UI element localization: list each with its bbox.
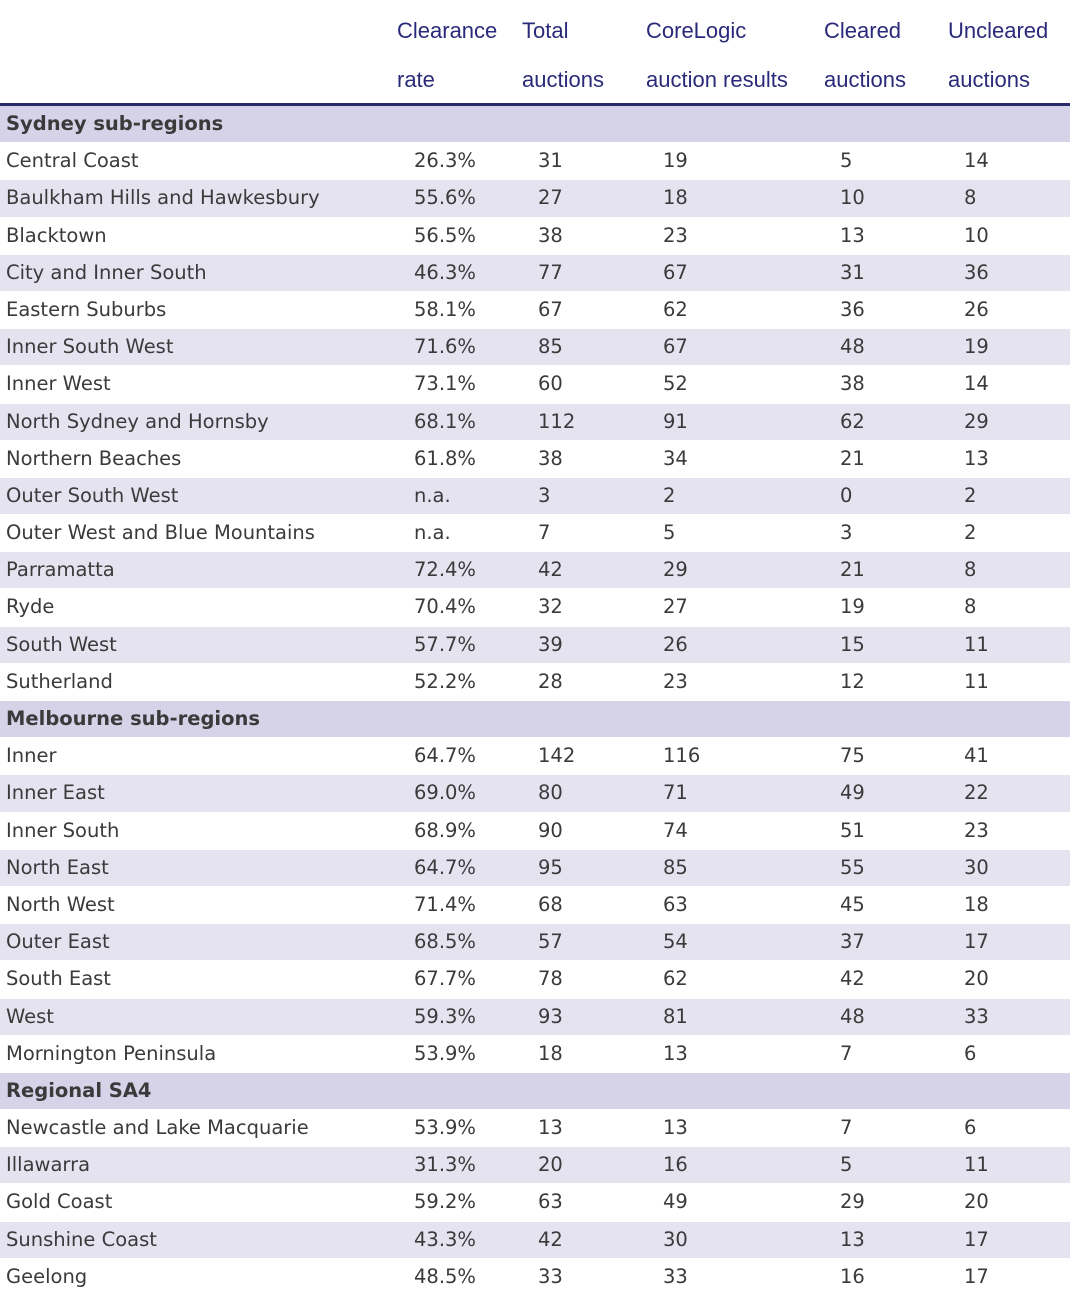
cleared-auctions-cell: 48 [840, 335, 865, 359]
table-row [0, 887, 1070, 924]
region-name-cell: Inner East [6, 781, 105, 805]
table-row [0, 1222, 1070, 1259]
clearance-rate-cell: 73.1% [414, 372, 476, 396]
uncleared-auctions-cell: 20 [964, 1190, 989, 1214]
total-auctions-cell: 27 [538, 186, 563, 210]
corelogic-results-cell: 34 [663, 446, 688, 470]
corelogic-results-cell: 18 [663, 186, 688, 210]
header-line: CoreLogic [646, 18, 747, 43]
header-line: Clearance [397, 18, 498, 43]
clearance-rate-cell: 67.7% [414, 967, 476, 991]
corelogic-results-cell: 23 [663, 669, 688, 693]
table-row [0, 1036, 1070, 1073]
uncleared-auctions-cell: 6 [964, 1041, 977, 1065]
section-title: Melbourne sub-regions [6, 707, 260, 730]
cleared-auctions-cell: 7 [840, 1041, 853, 1065]
uncleared-auctions-cell: 17 [964, 1264, 989, 1288]
corelogic-results-cell: 85 [663, 855, 688, 879]
region-name-cell: Outer East [6, 930, 110, 954]
region-name-cell: Central Coast [6, 149, 139, 173]
region-name-cell: Geelong [6, 1264, 88, 1288]
section-row [0, 106, 1070, 143]
total-auctions-cell: 78 [538, 967, 563, 991]
uncleared-auctions-cell: 26 [964, 297, 989, 321]
uncleared-auctions-cell: 36 [964, 260, 989, 284]
uncleared-auctions-cell: 14 [964, 149, 989, 173]
clearance-rate-cell: 52.2% [414, 669, 476, 693]
uncleared-auctions-cell: 8 [964, 595, 977, 619]
corelogic-results-cell: 116 [663, 744, 701, 768]
cleared-auctions-cell: 0 [840, 483, 853, 507]
cleared-auctions-cell: 19 [840, 595, 865, 619]
corelogic-results-cell: 16 [663, 1153, 688, 1177]
total-auctions-cell: 38 [538, 223, 563, 247]
uncleared-auctions-cell: 11 [964, 1153, 989, 1177]
clearance-rate-cell: 43.3% [414, 1227, 476, 1251]
header-corelogic-results [646, 6, 788, 104]
region-name-cell: Outer West and Blue Mountains [6, 521, 315, 545]
corelogic-results-cell: 91 [663, 409, 688, 433]
corelogic-results-cell: 62 [663, 967, 688, 991]
region-name-cell: Illawarra [6, 1153, 91, 1177]
uncleared-auctions-cell: 22 [964, 781, 989, 805]
table-row [0, 552, 1070, 589]
table-row [0, 478, 1070, 515]
corelogic-results-cell: 81 [663, 1004, 688, 1028]
total-auctions-cell: 80 [538, 781, 563, 805]
total-auctions-cell: 90 [538, 818, 563, 842]
table-row [0, 366, 1070, 403]
header-line: Total [522, 18, 569, 43]
corelogic-results-cell: 13 [663, 1041, 688, 1065]
uncleared-auctions-cell: 10 [964, 223, 989, 247]
clearance-rate-cell: 46.3% [414, 260, 476, 284]
header-line: rate [397, 67, 435, 92]
corelogic-results-cell: 30 [663, 1227, 688, 1251]
corelogic-results-cell: 62 [663, 297, 688, 321]
region-name-cell: Blacktown [6, 223, 107, 247]
cleared-auctions-cell: 3 [840, 521, 853, 545]
cleared-auctions-cell: 15 [840, 632, 865, 656]
cleared-auctions-cell: 42 [840, 967, 865, 991]
table-row [0, 143, 1070, 180]
table-row [0, 1184, 1070, 1221]
cleared-auctions-cell: 12 [840, 669, 865, 693]
uncleared-auctions-cell: 19 [964, 335, 989, 359]
total-auctions-cell: 31 [538, 149, 563, 173]
region-name-cell: Eastern Suburbs [6, 297, 167, 321]
cleared-auctions-cell: 7 [840, 1116, 853, 1140]
uncleared-auctions-cell: 8 [964, 186, 977, 210]
table-row [0, 961, 1070, 998]
total-auctions-cell: 39 [538, 632, 563, 656]
table-header [0, 0, 1070, 106]
cleared-auctions-cell: 13 [840, 1227, 865, 1251]
clearance-rate-cell: 71.4% [414, 892, 476, 916]
cleared-auctions-cell: 75 [840, 744, 865, 768]
header-cleared-auctions [824, 6, 906, 104]
region-name-cell: South East [6, 967, 111, 991]
table-row [0, 515, 1070, 552]
header-total-auctions [522, 6, 604, 104]
uncleared-auctions-cell: 33 [964, 1004, 989, 1028]
total-auctions-cell: 93 [538, 1004, 563, 1028]
total-auctions-cell: 38 [538, 446, 563, 470]
table-row [0, 775, 1070, 812]
header-line: Cleared [824, 18, 902, 43]
header-clearance-rate [397, 6, 497, 104]
total-auctions-cell: 18 [538, 1041, 563, 1065]
region-name-cell: Inner [6, 744, 57, 768]
total-auctions-cell: 20 [538, 1153, 563, 1177]
uncleared-auctions-cell: 20 [964, 967, 989, 991]
total-auctions-cell: 77 [538, 260, 563, 284]
clearance-rate-cell: 72.4% [414, 558, 476, 582]
cleared-auctions-cell: 21 [840, 558, 865, 582]
corelogic-results-cell: 2 [663, 483, 676, 507]
header-uncleared-auctions [948, 6, 1048, 104]
corelogic-results-cell: 49 [663, 1190, 688, 1214]
uncleared-auctions-cell: 14 [964, 372, 989, 396]
corelogic-results-cell: 52 [663, 372, 688, 396]
corelogic-results-cell: 67 [663, 260, 688, 284]
region-name-cell: West [6, 1004, 54, 1028]
corelogic-results-cell: 67 [663, 335, 688, 359]
region-name-cell: North Sydney and Hornsby [6, 409, 269, 433]
header-line: auction results [646, 67, 788, 92]
cleared-auctions-cell: 5 [840, 1153, 853, 1177]
cleared-auctions-cell: 29 [840, 1190, 865, 1214]
region-name-cell: Outer South West [6, 483, 179, 507]
clearance-rate-cell: 55.6% [414, 186, 476, 210]
clearance-rate-cell: 69.0% [414, 781, 476, 805]
table-row [0, 1147, 1070, 1184]
total-auctions-cell: 142 [538, 744, 576, 768]
table-row [0, 999, 1070, 1036]
uncleared-auctions-cell: 13 [964, 446, 989, 470]
cleared-auctions-cell: 48 [840, 1004, 865, 1028]
region-name-cell: Inner West [6, 372, 111, 396]
cleared-auctions-cell: 38 [840, 372, 865, 396]
clearance-rate-cell: 68.1% [414, 409, 476, 433]
total-auctions-cell: 42 [538, 1227, 563, 1251]
total-auctions-cell: 32 [538, 595, 563, 619]
table-row [0, 813, 1070, 850]
uncleared-auctions-cell: 30 [964, 855, 989, 879]
table-row [0, 329, 1070, 366]
section-title: Regional SA4 [6, 1078, 152, 1102]
clearance-rate-cell: 64.7% [414, 744, 476, 768]
table-row [0, 664, 1070, 701]
total-auctions-cell: 42 [538, 558, 563, 582]
clearance-rate-cell: 61.8% [414, 446, 476, 470]
total-auctions-cell: 7 [538, 521, 551, 545]
region-name-cell: Sutherland [6, 669, 113, 693]
table-body [0, 106, 1070, 1296]
cleared-auctions-cell: 21 [840, 446, 865, 470]
corelogic-results-cell: 74 [663, 818, 688, 842]
cleared-auctions-cell: 5 [840, 149, 853, 173]
corelogic-results-cell: 23 [663, 223, 688, 247]
cleared-auctions-cell: 37 [840, 930, 865, 954]
cleared-auctions-cell: 31 [840, 260, 865, 284]
region-name-cell: Mornington Peninsula [6, 1041, 217, 1065]
uncleared-auctions-cell: 17 [964, 1227, 989, 1251]
total-auctions-cell: 57 [538, 930, 563, 954]
cleared-auctions-cell: 45 [840, 892, 865, 916]
region-name-cell: Newcastle and Lake Macquarie [6, 1116, 309, 1140]
clearance-rate-cell: 64.7% [414, 855, 476, 879]
region-name-cell: North West [6, 892, 115, 916]
cleared-auctions-cell: 13 [840, 223, 865, 247]
table-row [0, 404, 1070, 441]
clearance-rate-cell: 53.9% [414, 1041, 476, 1065]
region-name-cell: Northern Beaches [6, 446, 182, 470]
region-name-cell: Baulkham Hills and Hawkesbury [6, 186, 320, 210]
header-line: auctions [824, 67, 906, 92]
total-auctions-cell: 33 [538, 1264, 563, 1288]
table-row [0, 180, 1070, 217]
clearance-rate-cell: 53.9% [414, 1116, 476, 1140]
clearance-rate-cell: 58.1% [414, 297, 476, 321]
uncleared-auctions-cell: 8 [964, 558, 977, 582]
header-line: auctions [522, 67, 604, 92]
clearance-rate-cell: 68.5% [414, 930, 476, 954]
clearance-rate-cell: 26.3% [414, 149, 476, 173]
uncleared-auctions-cell: 11 [964, 669, 989, 693]
table-row [0, 1110, 1070, 1147]
table-row [0, 738, 1070, 775]
uncleared-auctions-cell: 2 [964, 521, 977, 545]
cleared-auctions-cell: 51 [840, 818, 865, 842]
corelogic-results-cell: 26 [663, 632, 688, 656]
region-name-cell: Parramatta [6, 558, 115, 582]
cleared-auctions-cell: 10 [840, 186, 865, 210]
table-row [0, 218, 1070, 255]
uncleared-auctions-cell: 18 [964, 892, 989, 916]
table-row [0, 850, 1070, 887]
total-auctions-cell: 67 [538, 297, 563, 321]
table-row [0, 292, 1070, 329]
cleared-auctions-cell: 49 [840, 781, 865, 805]
corelogic-results-cell: 54 [663, 930, 688, 954]
corelogic-results-cell: 33 [663, 1264, 688, 1288]
region-name-cell: Gold Coast [6, 1190, 113, 1214]
region-name-cell: North East [6, 855, 109, 879]
total-auctions-cell: 3 [538, 483, 551, 507]
uncleared-auctions-cell: 6 [964, 1116, 977, 1140]
region-name-cell: Inner South West [6, 335, 174, 359]
corelogic-results-cell: 29 [663, 558, 688, 582]
total-auctions-cell: 28 [538, 669, 563, 693]
total-auctions-cell: 112 [538, 409, 576, 433]
corelogic-results-cell: 13 [663, 1116, 688, 1140]
total-auctions-cell: 63 [538, 1190, 563, 1214]
clearance-rate-cell: 68.9% [414, 818, 476, 842]
section-title: Sydney sub-regions [6, 112, 224, 135]
uncleared-auctions-cell: 2 [964, 483, 977, 507]
table-row [0, 589, 1070, 626]
table-row [0, 924, 1070, 961]
clearance-rate-cell: 59.2% [414, 1190, 476, 1214]
clearance-rate-cell: 59.3% [414, 1004, 476, 1028]
uncleared-auctions-cell: 23 [964, 818, 989, 842]
header-line: Uncleared [948, 18, 1049, 43]
uncleared-auctions-cell: 29 [964, 409, 989, 433]
corelogic-results-cell: 63 [663, 892, 688, 916]
cleared-auctions-cell: 36 [840, 297, 865, 321]
corelogic-results-cell: 71 [663, 781, 688, 805]
region-name-cell: South West [6, 632, 117, 656]
table-row [0, 627, 1070, 664]
clearance-rate-cell: n.a. [414, 521, 451, 545]
total-auctions-cell: 68 [538, 892, 563, 916]
clearance-rate-cell: 56.5% [414, 223, 476, 247]
corelogic-results-cell: 19 [663, 149, 688, 173]
cleared-auctions-cell: 16 [840, 1264, 865, 1288]
clearance-rate-cell: 48.5% [414, 1264, 476, 1288]
table-row [0, 1259, 1070, 1296]
table-row [0, 255, 1070, 292]
region-name-cell: City and Inner South [6, 260, 207, 284]
clearance-rate-cell: 31.3% [414, 1153, 476, 1177]
section-row [0, 701, 1070, 738]
table-row [0, 441, 1070, 478]
total-auctions-cell: 60 [538, 372, 563, 396]
uncleared-auctions-cell: 41 [964, 744, 989, 768]
clearance-rate-cell: 71.6% [414, 335, 476, 359]
cleared-auctions-cell: 55 [840, 855, 865, 879]
section-row [0, 1073, 1070, 1110]
uncleared-auctions-cell: 17 [964, 930, 989, 954]
total-auctions-cell: 13 [538, 1116, 563, 1140]
header-line: auctions [948, 67, 1030, 92]
region-name-cell: Inner South [6, 818, 120, 842]
uncleared-auctions-cell: 11 [964, 632, 989, 656]
clearance-rate-cell: 57.7% [414, 632, 476, 656]
region-name-cell: Ryde [6, 595, 55, 619]
total-auctions-cell: 85 [538, 335, 563, 359]
clearance-rate-cell: 70.4% [414, 595, 476, 619]
corelogic-results-cell: 27 [663, 595, 688, 619]
region-name-cell: Sunshine Coast [6, 1227, 157, 1251]
clearance-rate-cell: n.a. [414, 483, 451, 507]
total-auctions-cell: 95 [538, 855, 563, 879]
corelogic-results-cell: 5 [663, 521, 676, 545]
cleared-auctions-cell: 62 [840, 409, 865, 433]
